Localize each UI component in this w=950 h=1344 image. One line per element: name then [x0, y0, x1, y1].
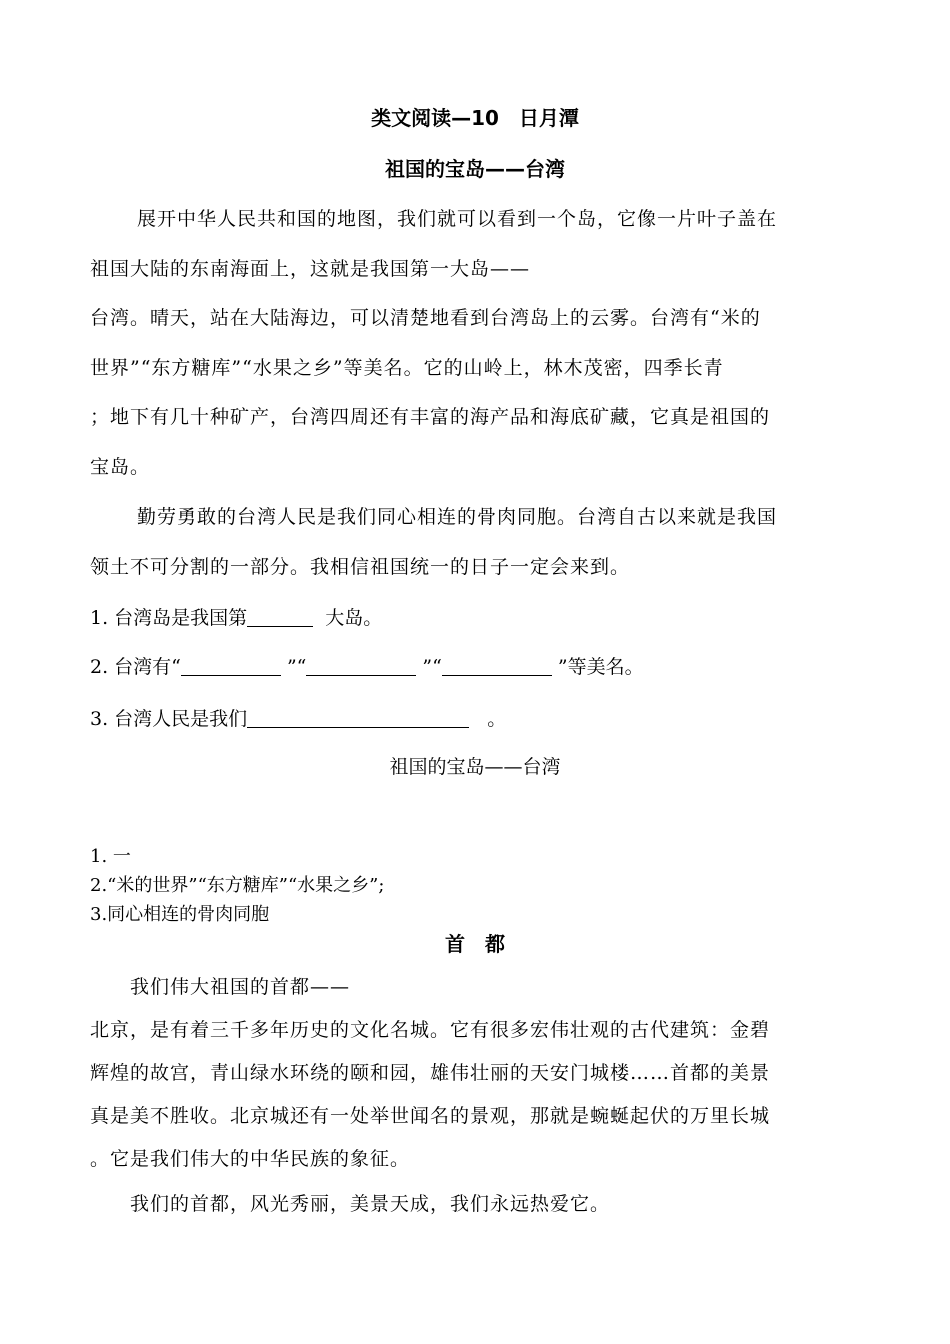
- passage-line: 我们伟大祖国的首都——: [130, 976, 351, 998]
- question-text: 。: [487, 708, 507, 730]
- passage-line: 宝岛。: [90, 456, 151, 478]
- page-title: 类文阅读—10 日月潭: [371, 106, 579, 130]
- question-text: ”“: [286, 656, 307, 678]
- answer-blank[interactable]: [181, 656, 281, 676]
- question-text: 1. 台湾岛是我国第: [90, 607, 248, 629]
- passage-line: 辉煌的故宫，青山绿水环绕的颐和园，雄伟壮丽的天安门城楼……首都的美景: [90, 1062, 771, 1084]
- passage-line: 台湾。晴天，站在大陆海边，可以清楚地看到台湾岛上的云雾。台湾有“米的: [90, 307, 761, 329]
- answer-line: 1. 一: [90, 846, 131, 867]
- passage-line: 我们的首都，风光秀丽，美景天成，我们永远热爱它。: [130, 1193, 611, 1215]
- answer-blank[interactable]: [247, 708, 469, 728]
- passage-line: 祖国大陆的东南海面上，这就是我国第一大岛——: [90, 258, 531, 280]
- passage-line: 。它是我们伟大的中华民族的象征。: [90, 1148, 411, 1170]
- answer-blank[interactable]: [442, 656, 552, 676]
- passage-line: 展开中华人民共和国的地图，我们就可以看到一个岛，它像一片叶子盖在: [137, 208, 778, 230]
- question-1: [90, 603, 382, 630]
- question-3: [90, 704, 506, 731]
- passage-title: 首 都: [445, 932, 505, 956]
- passage-line: 北京，是有着三千多年历史的文化名城。它有很多宏伟壮观的古代建筑：金碧: [90, 1019, 771, 1041]
- answer-line: 3.同心相连的骨肉同胞: [90, 904, 270, 925]
- answer-blank[interactable]: [306, 656, 416, 676]
- question-text: ”等美名。: [557, 656, 644, 678]
- answer-line: 2.“米的世界”“东方糖库”“水果之乡”;: [90, 875, 385, 896]
- question-text: 3. 台湾人民是我们: [90, 708, 248, 730]
- question-text: 大岛。: [325, 607, 383, 629]
- passage-line: 世界”“东方糖库”“水果之乡”等美名。它的山岭上，林木茂密，四季长青: [90, 357, 724, 379]
- question-2: [90, 652, 644, 679]
- passage-title: 祖国的宝岛——台湾: [385, 157, 565, 181]
- passage-line: 真是美不胜收。北京城还有一处举世闻名的景观，那就是蜿蜒起伏的万里长城: [90, 1105, 771, 1127]
- passage-line: ；地下有几十种矿产，台湾四周还有丰富的海产品和海底矿藏，它真是祖国的: [90, 406, 771, 428]
- question-text: 2. 台湾有“: [90, 656, 181, 678]
- passage-line: 领土不可分割的一部分。我相信祖国统一的日子一定会来到。: [90, 556, 631, 578]
- passage-line: 勤劳勇敢的台湾人民是我们同心相连的骨肉同胞。台湾自古以来就是我国: [137, 506, 778, 528]
- answer-blank[interactable]: [247, 607, 313, 627]
- answer-heading: 祖国的宝岛——台湾: [389, 756, 561, 778]
- question-text: ”“: [422, 656, 442, 678]
